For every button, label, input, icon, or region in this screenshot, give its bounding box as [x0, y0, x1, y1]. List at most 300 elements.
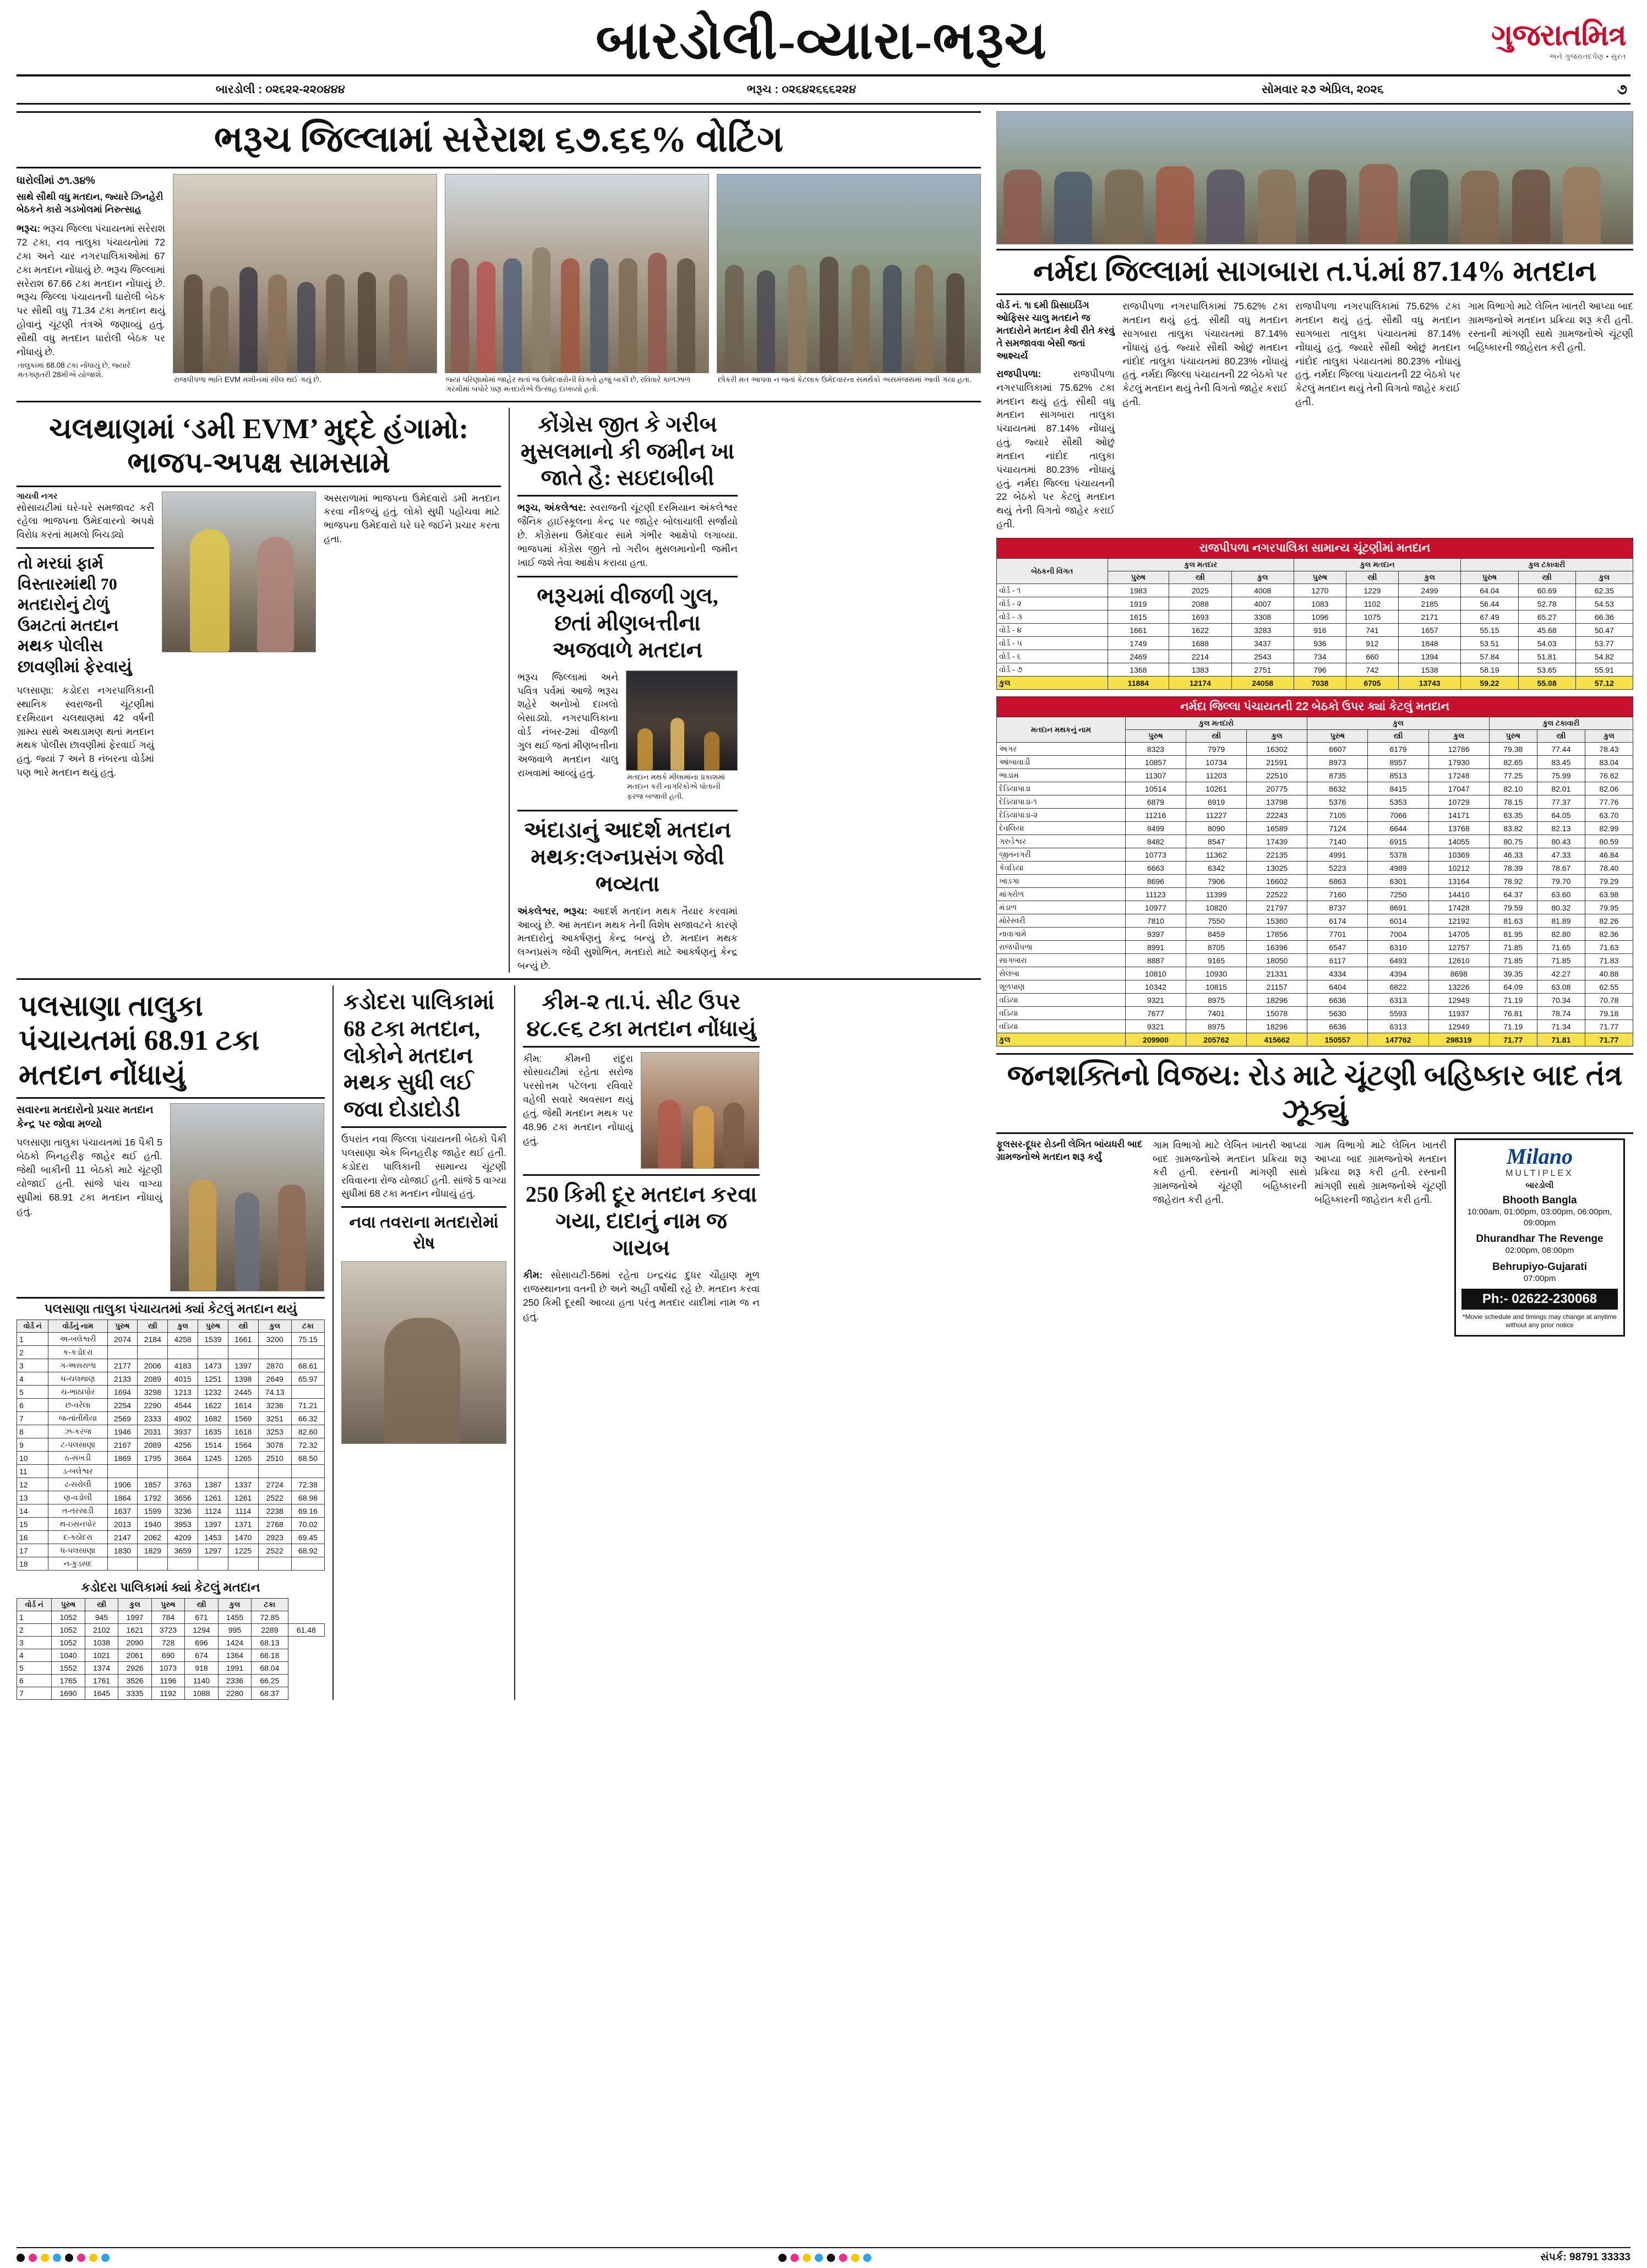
table-cell: 1473 [198, 1359, 228, 1372]
table-cell: 6493 [1368, 954, 1428, 967]
lead-caption-1: તાલુકામાં 68.08 ટકા નોંધાયું છે, જ્યારે મતગણતરી 28મીએ યોજાશે. [18, 361, 131, 379]
table-cell: 1848 [1398, 637, 1460, 650]
table-cell: 3763 [168, 1478, 198, 1491]
table-cell: 1114 [228, 1504, 258, 1518]
table-cell: 3236 [168, 1504, 198, 1518]
registration-dot-7 [101, 2254, 110, 2262]
th-rajpipla-g0: બેઠકની વિગત [997, 559, 1108, 584]
table-cell: 3664 [168, 1452, 198, 1465]
table-cell: 2013 [107, 1518, 138, 1531]
table-cell: 76.81 [1489, 1007, 1537, 1020]
th-palsana-4: કુલ [168, 1320, 198, 1333]
story-kim [523, 985, 760, 1700]
photo-figures-queue [997, 151, 1633, 244]
table-cell: 21797 [1247, 901, 1307, 914]
table-cell: 66.25 [252, 1675, 288, 1687]
table-cell: 8482 [1125, 835, 1186, 848]
rajpipla-table-title: રાજપીપળા નગરપાલિકા સામાન્ય ચૂંટણીમાં મતદાન [996, 538, 1633, 558]
table-row [17, 1372, 325, 1386]
registration-dot-6 [89, 2254, 97, 2262]
table-cell: 8973 [1307, 756, 1368, 769]
table-cell: માંગરોળ [997, 888, 1126, 901]
table-cell: 55.91 [1575, 663, 1633, 677]
table-cell: 1261 [198, 1491, 228, 1504]
table-cell: 79.29 [1585, 875, 1633, 888]
chalthan-body-mid: અસરાળામાં ભાજપના ઉમેદવારો ડમી મતદાન કરવા નીકળ્યું હતું. લોકો સુધી પહોંચવા માટે ભાજપના ઉમેદવારો ઘરે ઘરે જઈને પ્રચાર કરતા હતા. [324, 492, 500, 545]
table-row [997, 862, 1633, 875]
table-cell: 5223 [1307, 862, 1368, 875]
table-cell: 2 [17, 1346, 48, 1359]
table-cell: 77.37 [1537, 795, 1585, 809]
table-cell: 5 [17, 1386, 48, 1399]
table-cell: 10810 [1125, 967, 1186, 980]
table-cell: ગરુડેશ્વર [997, 835, 1126, 848]
page-title: બારડોલી-વ્યારા-ભરૂચ [596, 11, 1047, 70]
table-cell: 1940 [138, 1518, 168, 1531]
palsana-table [17, 1320, 325, 1571]
table-cell: 4209 [168, 1531, 198, 1544]
table-cell: 2522 [258, 1544, 291, 1557]
table-total-cell: 147762 [1368, 1033, 1428, 1046]
table-cell: 1614 [228, 1399, 258, 1412]
table-cell: 2171 [1398, 610, 1460, 624]
table-total-cell: 6705 [1346, 677, 1398, 690]
table-cell: 1040 [52, 1649, 85, 1662]
main-content [17, 111, 1633, 1700]
table-cell: નાવાગામે [997, 928, 1126, 941]
table-cell: 7124 [1307, 822, 1368, 835]
table-cell: 78.39 [1489, 862, 1537, 875]
table-cell: 3656 [168, 1491, 198, 1504]
ad-movie-2-times: 02:00pm, 08:00pm [1505, 1246, 1574, 1256]
chalthan-dateline: ગાયત્રી નગર [17, 491, 58, 501]
table-total-cell: 7038 [1294, 677, 1346, 690]
table-cell: 71.19 [1489, 994, 1537, 1007]
table-cell: 1140 [185, 1675, 218, 1687]
lead-text-col [17, 174, 165, 397]
table-cell: 4183 [168, 1359, 198, 1372]
table-cell: 4991 [1307, 848, 1368, 862]
palsana-kicker-col [17, 1103, 162, 1291]
ad-phone-number[interactable]: Ph:- 02622-230068 [1461, 1289, 1618, 1310]
table-cell: 17428 [1428, 901, 1489, 914]
table-cell: 1599 [138, 1504, 168, 1518]
table-cell: 54.82 [1575, 650, 1633, 663]
table-cell [258, 1465, 291, 1478]
table-cell: 1470 [228, 1531, 258, 1544]
table-cell: 11 [17, 1465, 48, 1478]
table-cell: 9 [17, 1438, 48, 1452]
table-cell: 1694 [107, 1386, 138, 1399]
table-cell: 3526 [118, 1675, 151, 1687]
table-cell: 1229 [1346, 584, 1398, 597]
th-narmada-g3: કુલ ટકાવારી [1489, 717, 1633, 730]
table-row [17, 1637, 325, 1649]
ad-sub-name: MULTIPLEX [1506, 1168, 1574, 1178]
table-row [997, 795, 1633, 809]
table-cell [107, 1465, 138, 1478]
table-cell: 3253 [258, 1425, 291, 1438]
table-cell [168, 1557, 198, 1571]
km250-dateline: કીમ: [523, 1269, 543, 1280]
th-sub-8: કુલ [1575, 571, 1633, 584]
table-cell: 15 [17, 1518, 48, 1531]
th-sub-0: પુરુષ [1108, 571, 1169, 584]
table-cell: 1124 [198, 1504, 228, 1518]
table-total-cell: 11884 [1108, 677, 1169, 690]
table-cell: 14410 [1428, 888, 1489, 901]
narmada-table [996, 717, 1633, 1046]
table-total-cell: 71.77 [1489, 1033, 1537, 1046]
story-congress [517, 408, 738, 973]
table-cell: થ-ઇસનપોર [48, 1518, 107, 1531]
table-cell: 4544 [168, 1399, 198, 1412]
table-cell: 3953 [168, 1518, 198, 1531]
chalthan-kicker-col [17, 492, 154, 779]
table-cell: વડિયા [997, 1007, 1126, 1020]
table-cell: ડ-બલેશ્વર [48, 1465, 107, 1478]
table-cell: 2768 [258, 1518, 291, 1531]
table-cell: 39.35 [1489, 967, 1537, 980]
table-cell: વોર્ડ - ૩ [997, 610, 1108, 624]
table-cell [228, 1557, 258, 1571]
table-cell: 8975 [1186, 994, 1246, 1007]
kadodara-table-caption: કડોદરા પાલિકામાં ક્યાં કેટલું મતદાન [81, 1580, 260, 1595]
contact-bardoli: બારડોલી : ૦૨૬૨૨-૨૨૦૪૪૪ [215, 83, 345, 96]
photo-polling-entrance [170, 1103, 324, 1291]
table-cell: 8698 [1428, 967, 1489, 980]
ad-block [1454, 1138, 1625, 1337]
table-cell: 62.35 [1575, 584, 1633, 597]
table-cell: 1270 [1294, 584, 1346, 597]
table-cell: 1387 [198, 1478, 228, 1491]
th-sub-2: કુલ [1247, 730, 1307, 743]
table-row [17, 1624, 325, 1637]
table-cell: 6174 [1307, 914, 1368, 928]
table-cell: 18 [17, 1557, 48, 1571]
table-cell: 1213 [168, 1386, 198, 1399]
table-cell: 1622 [1169, 624, 1231, 637]
table-cell: 7250 [1368, 888, 1428, 901]
table-cell: 2336 [218, 1675, 251, 1687]
lead-caption-3: જ્યાં પરિણામોમાં જાહેર થતાં જ ઉમેદવારોની વિગતો હજુ બાકી છે, રવિવારે કાળઝાળ ગરમીમાં બપોરે પણ મતદારોએ ઉત્સાહ દાખવ્યો હતો. [446, 375, 691, 394]
table-cell: 71.85 [1489, 941, 1537, 954]
table-cell: 2147 [107, 1531, 138, 1544]
table-cell: 1196 [151, 1675, 184, 1687]
table-cell: દેવલિયા [997, 822, 1126, 835]
th-kadodara-4: પુરુષ [151, 1599, 184, 1611]
table-row [17, 1346, 325, 1359]
table-cell [107, 1346, 138, 1359]
table-cell: 7004 [1368, 928, 1428, 941]
ad-movie-1-times: 10:00am, 01:00pm, 03:00pm, 06:00pm, 09:00pm [1467, 1207, 1612, 1228]
table-cell: 734 [1294, 650, 1346, 663]
table-cell [291, 1346, 324, 1359]
table-cell: 4008 [1231, 584, 1294, 597]
table-cell: 42.27 [1537, 967, 1585, 980]
table-cell: 10342 [1125, 980, 1186, 994]
table-row [997, 888, 1633, 901]
narmada-body-col2: રાજપીપળા નગરપાલિકામાં 75.62% ટકા મતદાન થયું હતું. સૌથી વધુ મતદાન સાગબારા તાલુકા પંચાયતમાં 87.14% નોંધાયું હતું. જ્યારે સૌથી ઓછું મતદાન નાંદોદ તાલુકા પંચાયતમાં 80.23% નોંધાયું હતું. નર્મદા જિલ્લા પંચાયતની 22 બેઠકો પર કેટલું મતદાન થયું તેની વિગતો જાહેર કરાઈ હતી. [1122, 301, 1288, 408]
registration-dot-1 [29, 2254, 37, 2262]
table-cell: 10212 [1428, 862, 1489, 875]
table-cell: 77.76 [1585, 795, 1633, 809]
th-palsana-8: ટકા [291, 1320, 324, 1333]
table-cell: 12757 [1428, 941, 1489, 954]
table-cell: 2751 [1231, 663, 1294, 677]
table-cell: 696 [185, 1637, 218, 1649]
table-cell: 70.02 [291, 1518, 324, 1531]
table-cell: 78.40 [1585, 862, 1633, 875]
table-cell [228, 1346, 258, 1359]
table-cell: 15078 [1247, 1007, 1307, 1020]
table-row [997, 663, 1633, 677]
table-cell: 1083 [1294, 597, 1346, 610]
table-cell: 61.48 [288, 1624, 324, 1637]
table-cell: 2074 [107, 1333, 138, 1346]
table-cell: 16 [17, 1531, 48, 1544]
table-cell: 13798 [1247, 795, 1307, 809]
table-cell: 1657 [1398, 624, 1460, 637]
table-cell: 1052 [52, 1611, 85, 1624]
table-cell: 1749 [1108, 637, 1169, 650]
table-cell: 51.81 [1518, 650, 1575, 663]
ad-movie-1-name: Bhooth Bangla [1502, 1194, 1577, 1206]
table-cell: 1265 [228, 1452, 258, 1465]
th-palsana-0: વોર્ડ નં [17, 1320, 48, 1333]
table-cell: 6547 [1307, 941, 1368, 954]
table-cell: 53.77 [1575, 637, 1633, 650]
table-cell: 66.36 [1575, 610, 1633, 624]
table-cell: 64.09 [1489, 980, 1537, 994]
table-cell: 2089 [138, 1372, 168, 1386]
table-row [997, 637, 1633, 650]
table-cell: અગર [997, 743, 1126, 756]
th-palsana-3: સ્ત્રી [138, 1320, 168, 1333]
power-photo-caption: મતદાન મથકે મીલામાંના પ્રકાશમાં મતદાન કરી નાગરિકોએ પોતાની ફરજ બજાવી હતી. [627, 772, 726, 800]
table-cell: 46.33 [1489, 848, 1537, 862]
table-cell: 1397 [198, 1518, 228, 1531]
table-cell: 82.80 [1537, 928, 1585, 941]
kadodara-body: ઉપરાંત નવા જિલ્લા પંચાયતની બેઠકો પૈકી પલસાણા એક બિનહરીફ જાહેર થઈ હતી. કડોદરા પાલિકાની સામાન્ય ચૂંટણી રવિવારના રોજ યોજાઈ હતી. સાંજે 5 વાગ્યા સુધીમાં 68 ટકા મતદાન નોંધાયું હતું. [341, 1133, 506, 1200]
table-cell: ણ-વડોલી [48, 1491, 107, 1504]
table-cell: 6404 [1307, 980, 1368, 994]
table-cell: 10773 [1125, 848, 1186, 862]
th-sub-4: સ્ત્રી [1346, 571, 1398, 584]
registration-dot-1 [790, 2254, 799, 2262]
table-cell: વોર્ડ - ૫ [997, 637, 1108, 650]
kim-body: કીમ: કીમની રાંદુરા સોસાયટીમાં રહેતા સરોજ પરસોત્તમ પટેલના રવિવારે વહેલી સવારે અવસાન થયું હતું. જેથી મતદાન મથક પર 48.96 ટકા મતદાન નોંધાયું હતું. [523, 1053, 633, 1146]
table-cell: 4256 [168, 1438, 198, 1452]
table-cell: 9321 [1125, 1020, 1186, 1033]
table-cell: 1857 [138, 1478, 168, 1491]
table-row [997, 835, 1633, 848]
chalthan-body-left: પલસાણા: કડોદરા નગરપાલિકાની સ્થાનિક સ્વરાજની ચૂંટણીમાં દરમિયાન ચલથાણમાં 42 વર્ષની ગ્રામ્ય સાથે અથડામણ થતાં મતદાન મથક પોલીસ છાવણીમાં ફેરવાઈ ગયું હતું. જ્યાં 7 અને 8 નંબરના વોર્ડમાં પણ ભારે મતદાન થયું હતું. [17, 685, 154, 778]
table-cell: 936 [1294, 637, 1346, 650]
table-cell: 995 [218, 1624, 251, 1637]
photo-evm-room [173, 174, 437, 373]
table-cell: 8705 [1186, 941, 1246, 954]
table-cell: 13164 [1428, 875, 1489, 888]
table-cell [291, 1386, 324, 1399]
table-row [17, 1333, 325, 1346]
table-cell: 2469 [1108, 650, 1169, 663]
table-cell: 796 [1294, 663, 1346, 677]
narmada-body-col3: રાજપીપળા નગરપાલિકામાં 75.62% ટકા મતદાન થયું હતું. સૌથી વધુ મતદાન સાગબારા તાલુકા પંચાયતમાં 87.14% નોંધાયું હતું. જ્યારે સૌથી ઓછું મતદાન નાંદોદ તાલુકા પંચાયતમાં 80.23% નોંધાયું હતું. નર્મદા જિલ્લા પંચાયતની 22 બેઠકો પર કેટલું મતદાન થયું તેની વિગતો જાહેર કરાઈ હતી. [1295, 301, 1460, 408]
andada-headline: અંદાડાનું આદર્શ મતદાન મથક:લગ્નપ્રસંગ જેવી ભવ્યતા [517, 810, 738, 901]
table-cell: 2167 [107, 1438, 138, 1452]
table-cell: 1621 [118, 1624, 151, 1637]
table-cell: 14 [17, 1504, 48, 1518]
table-cell: 82.99 [1585, 822, 1633, 835]
table-cell: 8691 [1368, 901, 1428, 914]
table-cell: 22522 [1247, 888, 1307, 901]
table-cell: વોર્ડ - ૧ [997, 584, 1108, 597]
table-cell: 16396 [1247, 941, 1307, 954]
table-cell: 1615 [1108, 610, 1169, 624]
table-cell: 6607 [1307, 743, 1368, 756]
table-cell: 14055 [1428, 835, 1489, 848]
registration-dot-0 [778, 2254, 787, 2262]
table-row [997, 901, 1633, 914]
table-cell: 1829 [138, 1544, 168, 1557]
table-row [997, 1020, 1633, 1033]
table-cell: 2445 [228, 1386, 258, 1399]
power-photo-block [626, 670, 738, 805]
table-cell: 2289 [252, 1624, 288, 1637]
table-cell: 1337 [228, 1478, 258, 1491]
table-cell [138, 1557, 168, 1571]
table-cell: 1075 [1346, 610, 1398, 624]
table-cell: 1991 [218, 1662, 251, 1675]
table-row [17, 1359, 325, 1372]
lead-caption-4: છોકરી મત આપવા ન જતાં કેટલાક ઉમેદવારના સમર્થકો અસમંજસમાં આવી ગયા હતા. [718, 375, 972, 384]
page-footer [17, 2247, 1630, 2264]
table-cell: 7140 [1307, 835, 1368, 848]
table-cell: 1618 [228, 1425, 258, 1438]
table-cell: 4989 [1368, 862, 1428, 875]
table-cell: 1245 [198, 1452, 228, 1465]
table-cell: 22510 [1247, 769, 1307, 782]
table-cell: 81.63 [1489, 914, 1537, 928]
table-cell: 82.36 [1585, 928, 1633, 941]
table-cell: 2926 [118, 1662, 151, 1675]
table-cell: 1661 [1108, 624, 1169, 637]
table-cell: 8991 [1125, 941, 1186, 954]
table-cell: 69.45 [291, 1531, 324, 1544]
page-number: ૭ [1617, 80, 1628, 97]
table-cell: 12 [17, 1478, 48, 1491]
table-cell [258, 1346, 291, 1359]
table-cell: 1371 [228, 1518, 258, 1531]
cinema-ad[interactable] [1454, 1138, 1625, 1337]
table-cell: વોર્ડ - ૭ [997, 663, 1108, 677]
table-row [17, 1452, 325, 1465]
janshakti-dateline: ફૂલસર-દૂધર રોડની લેખિત બાંયધરી બાદ ગ્રામજનોએ મતદાન શરૂ કર્યું [996, 1138, 1143, 1162]
table-cell: 16589 [1247, 822, 1307, 835]
table-cell: ધ-પલસાણા [48, 1544, 107, 1557]
table-cell: 15360 [1247, 914, 1307, 928]
table-cell: 8499 [1125, 822, 1186, 835]
ad-movie-2-name: Dhurandhar The Revenge [1476, 1233, 1604, 1245]
table-cell: 12786 [1428, 743, 1489, 756]
divider-vertical-2 [332, 985, 334, 1700]
story-chalthan [17, 408, 501, 973]
table-cell: 83.82 [1489, 822, 1537, 835]
table-cell: 1637 [107, 1504, 138, 1518]
table-cell: અ-બલેશ્વરી [48, 1333, 107, 1346]
table-total-cell: 415662 [1247, 1033, 1307, 1046]
power-body: ભરૂચ જિલ્લામાં અને પવિત્ર પર્વમાં આજે ભરૂચ શહેરે અનોખો દાખલો બેસાડ્યો. નગરપાલિકાના વોર્ડ નંબર-2માં વીજળી ગુલ થઈ જતાં મીણબત્તીના અજવાળે મતદાન ચાલુ રાખવામાં આવ્યું હતું. [517, 671, 619, 778]
table-cell: 2031 [138, 1425, 168, 1438]
table-cell: 8632 [1307, 782, 1368, 795]
table-cell: 68.13 [252, 1637, 288, 1649]
table-cell: 2238 [258, 1504, 291, 1518]
ad-city: બારડોલી [1525, 1180, 1554, 1190]
table-total-row [997, 1033, 1633, 1046]
third-band [17, 978, 981, 1700]
table-cell: 63.98 [1585, 888, 1633, 901]
table-total-cell: 55.08 [1518, 677, 1575, 690]
table-cell: 4394 [1368, 967, 1428, 980]
table-cell: 10857 [1125, 756, 1186, 769]
table-cell: 10729 [1428, 795, 1489, 809]
table-cell: 1622 [198, 1399, 228, 1412]
table-cell: 9165 [1186, 954, 1246, 967]
table-cell: 76.62 [1585, 769, 1633, 782]
table-cell: 2185 [1398, 597, 1460, 610]
table-row [17, 1438, 325, 1452]
rajpipla-table [996, 558, 1633, 690]
table-cell: 13 [17, 1491, 48, 1504]
divider-vertical-3 [514, 985, 515, 1700]
table-cell [168, 1465, 198, 1478]
ad-disclaimer: *Movie schedule and timings may change at anytime without any prior notice [1462, 1312, 1617, 1329]
narmada-dateline: રાજપીપળા: [996, 368, 1041, 379]
th-sub-3: પુરુષ [1294, 571, 1346, 584]
masthead [17, 13, 1630, 77]
table-row [17, 1611, 325, 1624]
table-cell: 1552 [52, 1662, 85, 1675]
table-cell: 1424 [218, 1637, 251, 1649]
table-cell: 71.85 [1537, 954, 1585, 967]
table-row [17, 1504, 325, 1518]
table-cell: 65.97 [291, 1372, 324, 1386]
table-cell: 3 [17, 1637, 52, 1649]
table-total-cell: 298319 [1428, 1033, 1489, 1046]
table-cell: 78.15 [1489, 795, 1537, 809]
table-cell: 54.03 [1518, 637, 1575, 650]
table-cell: 46.84 [1585, 848, 1633, 862]
table-total-cell: 12174 [1169, 677, 1231, 690]
table-cell: 2923 [258, 1531, 291, 1544]
table-cell: 1765 [52, 1675, 85, 1687]
table-cell: 1761 [85, 1675, 118, 1687]
th-sub-7: સ્ત્રી [1537, 730, 1585, 743]
table-row [997, 597, 1633, 610]
table-cell: 8513 [1368, 769, 1428, 782]
table-cell: 7160 [1307, 888, 1368, 901]
table-cell: 77.44 [1537, 743, 1585, 756]
table-cell: 1052 [52, 1637, 85, 1649]
table-cell: 70.34 [1537, 994, 1585, 1007]
story-kadodara [341, 985, 506, 1700]
table-cell: 1946 [107, 1425, 138, 1438]
table-cell: 10734 [1186, 756, 1246, 769]
lead-kicker: ધારોલીમાં ૭૧.૩૪% [17, 175, 95, 187]
table-cell: 75.99 [1537, 769, 1585, 782]
table-total-cell: 24058 [1231, 677, 1294, 690]
